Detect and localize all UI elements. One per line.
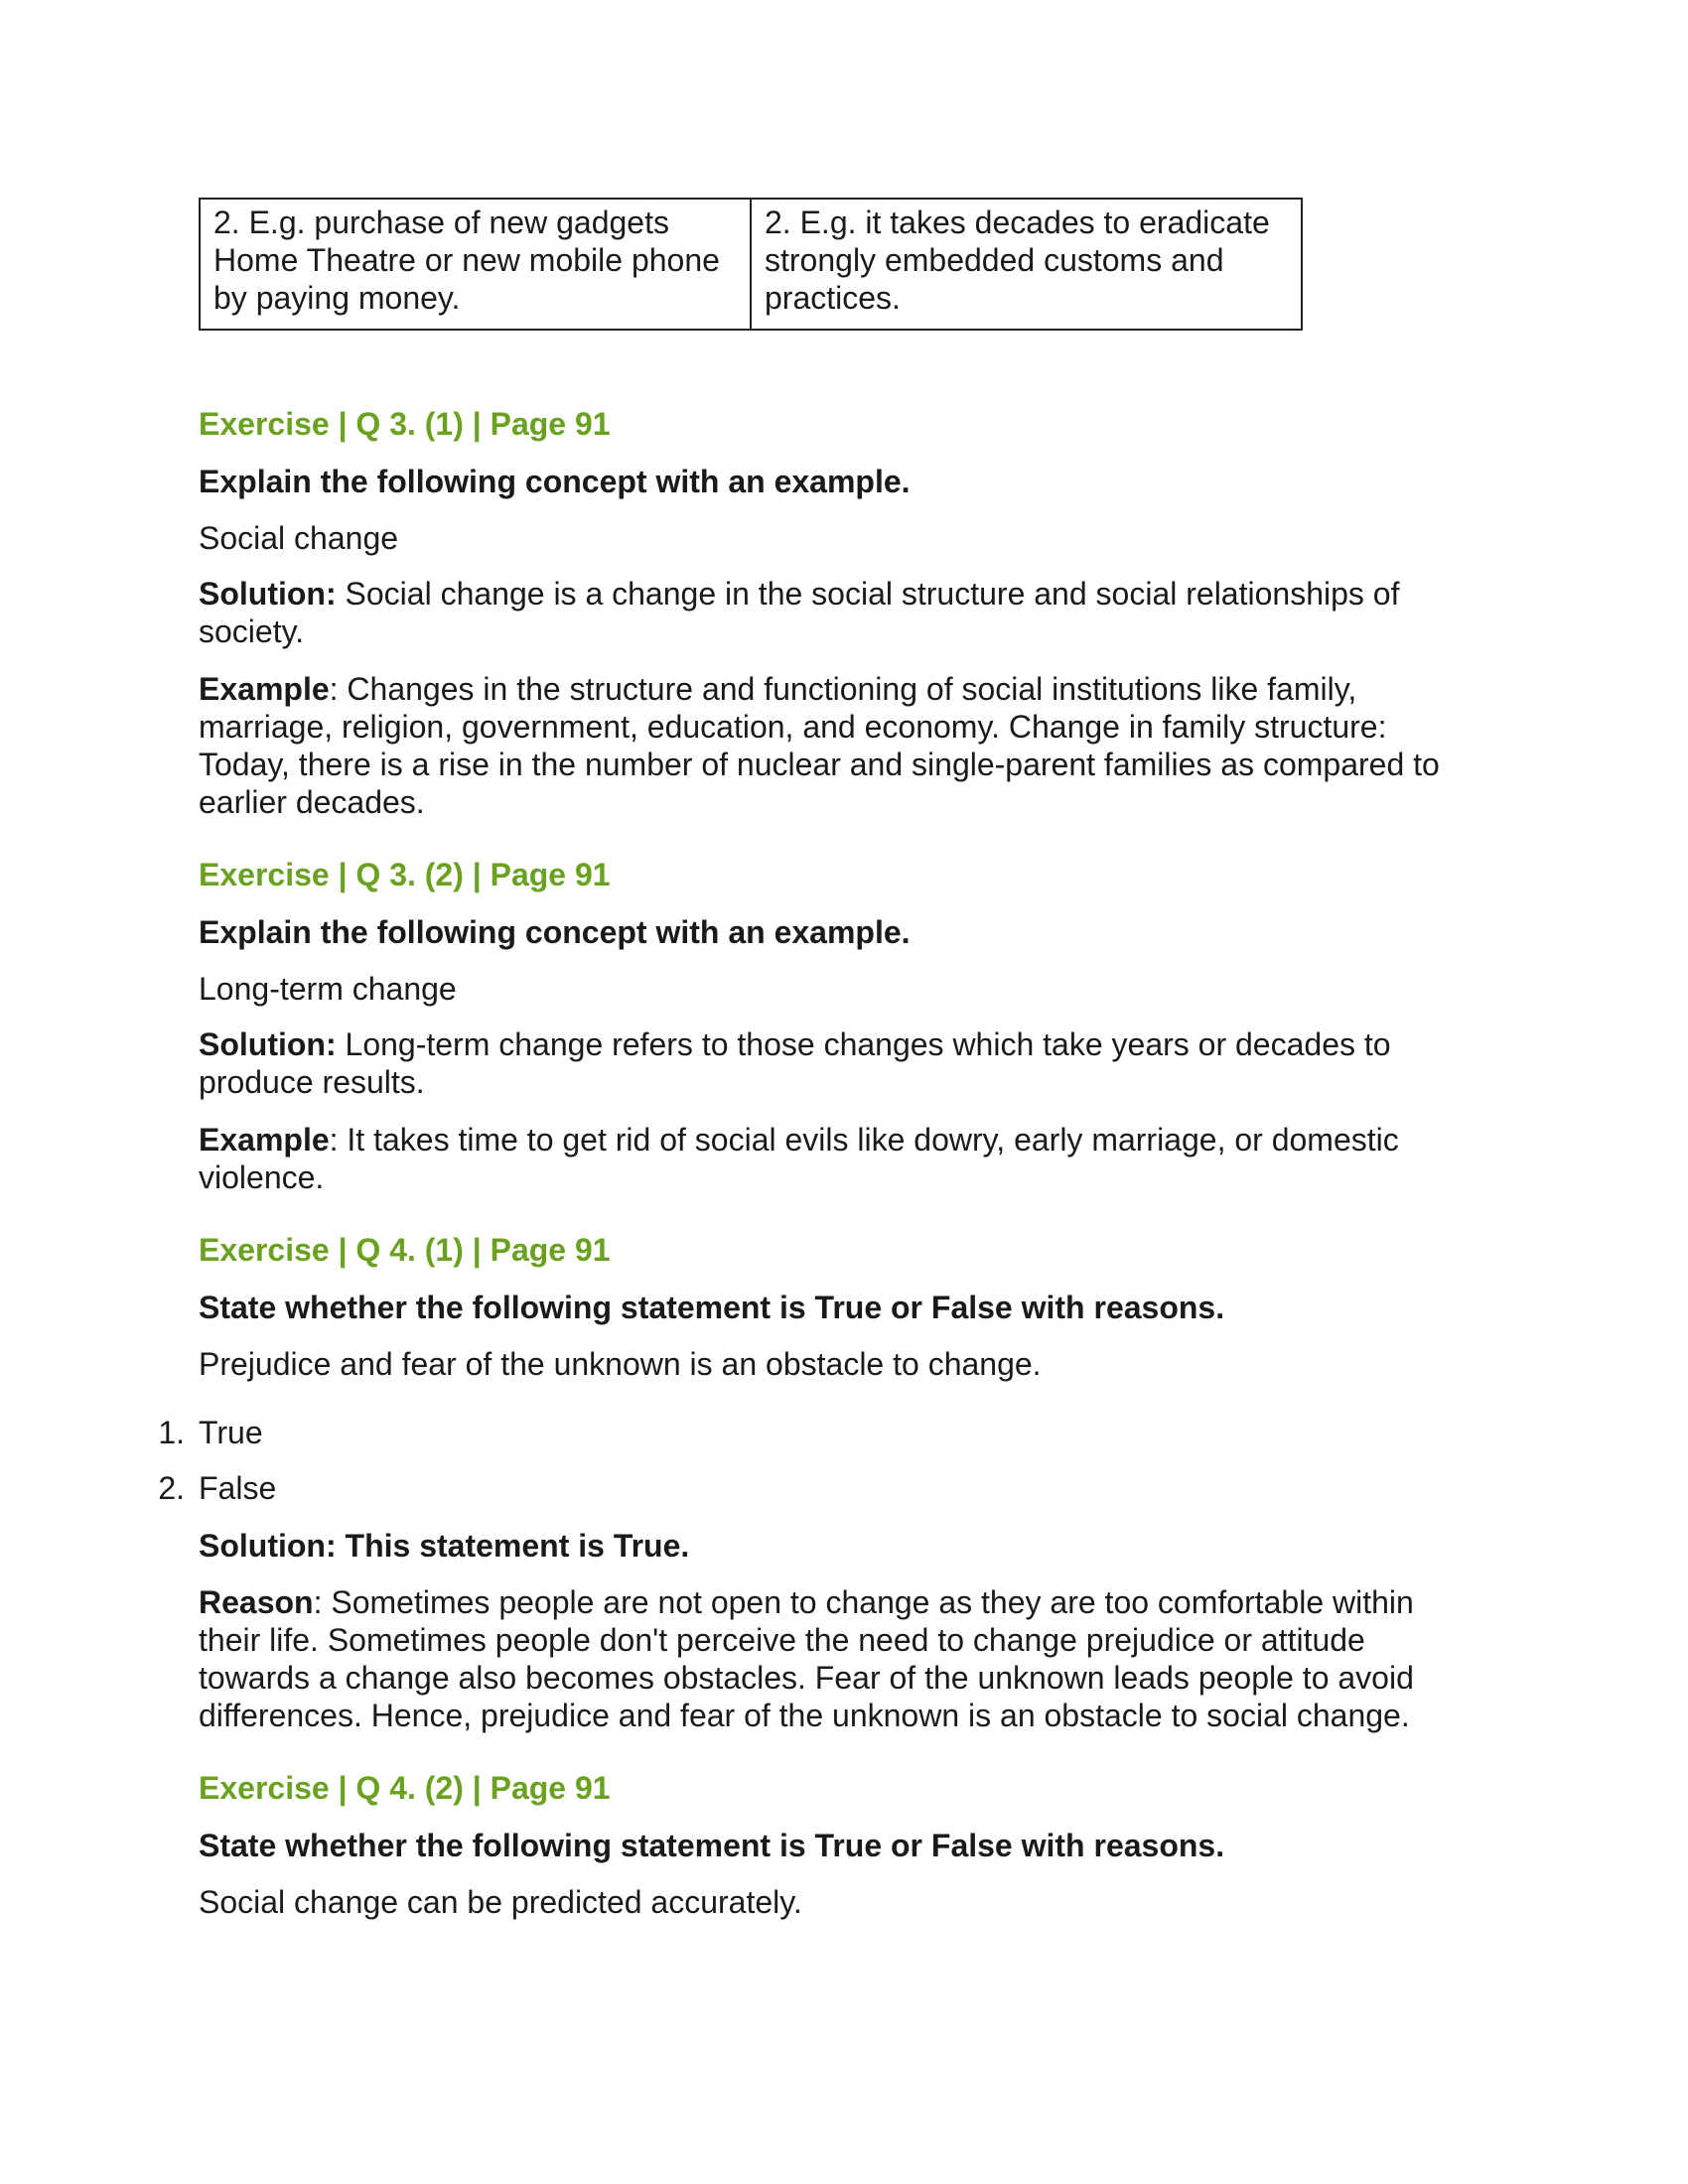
concept-text: Long-term change — [199, 971, 457, 1007]
solution-text: Long-term change refers to those changes which take years or decades to produce results. — [199, 1026, 1391, 1100]
section-q3-1 — [199, 404, 1479, 821]
question-text: State whether the following statement is True or False with reasons. — [199, 1828, 1225, 1863]
example-label: Example — [199, 1122, 330, 1158]
concept-text: Social change — [199, 520, 399, 556]
option-label: False — [199, 1470, 277, 1506]
comparison-table — [199, 198, 1303, 331]
document-page — [158, 198, 1479, 1921]
reason-text: : Sometimes people are not open to change as they are too comfortable within their life. Sometimes people don't perceive the need to change prejudice or attitude towards a change also becomes obstacles. Fear of the unknown leads people to avoid differences. Hence, prejudice and fear of the unknown is an obstacle to social change. — [199, 1584, 1414, 1733]
solution-label: Solution: — [199, 1026, 337, 1062]
option-number: 2. — [158, 1470, 185, 1506]
option-item — [158, 1468, 1479, 1524]
example-paragraph — [199, 670, 1479, 821]
section-q3-2 — [199, 855, 1479, 1196]
options-list — [158, 1413, 1479, 1524]
section-q4-2 — [199, 1768, 1479, 1921]
solution-paragraph — [199, 1025, 1479, 1101]
option-label: True — [199, 1415, 263, 1450]
exercise-heading[interactable]: Exercise | Q 4. (2) | Page 91 — [199, 1770, 611, 1806]
question-text: Explain the following concept with an example. — [199, 464, 911, 499]
statement-text: Social change can be predicted accurately. — [199, 1884, 802, 1920]
table-row — [200, 199, 1302, 330]
table-cell-left: 2. E.g. purchase of new gadgets Home Theatre or new mobile phone by paying money. — [200, 199, 751, 330]
solution-paragraph — [199, 575, 1479, 650]
reason-paragraph — [199, 1583, 1479, 1734]
solution-text: Social change is a change in the social structure and social relationships of society. — [199, 576, 1400, 649]
question-text: State whether the following statement is True or False with reasons. — [199, 1290, 1225, 1325]
question-text: Explain the following concept with an example. — [199, 914, 911, 950]
option-number: 1. — [158, 1415, 185, 1450]
option-item — [158, 1413, 1479, 1468]
solution-statement: Solution: This statement is True. — [199, 1528, 690, 1564]
exercise-heading[interactable]: Exercise | Q 3. (2) | Page 91 — [199, 857, 611, 892]
example-label: Example — [199, 671, 330, 707]
solution-label: Solution: — [199, 576, 337, 612]
statement-text: Prejudice and fear of the unknown is an obstacle to change. — [199, 1346, 1042, 1382]
example-text: : Changes in the structure and functioning of social institutions like family, marriage, religion, government, education, and economy. Change in family structure: Today, there is a rise in the number of nuclear and single-parent families as compared to earlier decades. — [199, 671, 1440, 820]
exercise-heading[interactable]: Exercise | Q 4. (1) | Page 91 — [199, 1232, 611, 1268]
table-cell-right: 2. E.g. it takes decades to eradicate strongly embedded customs and practices. — [751, 199, 1302, 330]
reason-label: Reason — [199, 1584, 314, 1620]
example-text: : It takes time to get rid of social evils like dowry, early marriage, or domestic violence. — [199, 1122, 1399, 1195]
exercise-heading[interactable]: Exercise | Q 3. (1) | Page 91 — [199, 406, 611, 442]
example-paragraph — [199, 1121, 1479, 1196]
section-q4-1 — [158, 1230, 1479, 1734]
